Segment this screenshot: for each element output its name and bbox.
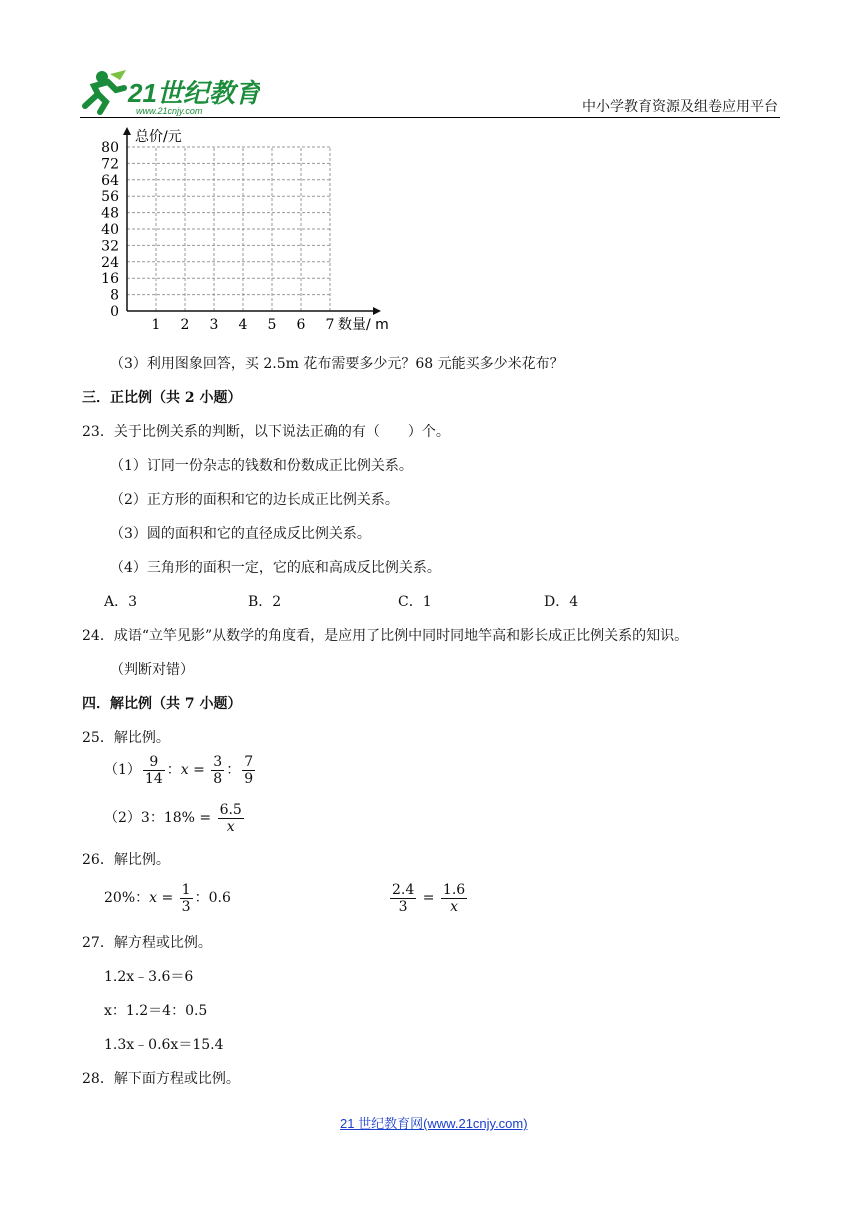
x-tick-label: 2 xyxy=(180,317,190,333)
fraction: $\frac{9}{14}$ xyxy=(144,753,163,787)
y-tick-label: 24 xyxy=(101,254,119,271)
q28-stem: 28．解下面方程或比例。 xyxy=(82,1071,240,1087)
fraction: $\frac{3}{8}$ xyxy=(213,753,223,787)
y-tick-label: 40 xyxy=(101,222,119,238)
y-tick-label: 64 xyxy=(101,172,119,189)
y-tick-label: 8 xyxy=(110,287,119,304)
q23-option-b[interactable]: B．2 xyxy=(248,594,282,610)
fraction: $\frac{1.6}{x}$ xyxy=(442,881,466,915)
q23-option-a[interactable]: A．3 xyxy=(104,594,138,610)
site-logo xyxy=(80,68,260,122)
section-3-heading: 三．正比例（共 2 小题） xyxy=(82,390,242,406)
fraction: $\frac{1}{3}$ xyxy=(181,881,191,915)
x-tick-label: 5 xyxy=(267,317,277,333)
y-tick-labels xyxy=(101,140,119,320)
y-tick-label: 16 xyxy=(101,271,119,288)
q24-tail: （判断对错） xyxy=(110,662,194,678)
y-tick-label: 72 xyxy=(101,156,119,173)
q25-stem: 25．解比例。 xyxy=(82,730,170,746)
q27-eq-3: 1.3x﹣0.6x＝15.4 xyxy=(104,1037,224,1053)
q25-p1-label: （1） xyxy=(104,762,141,778)
footer-link[interactable]: 21 世纪教育网(www.21cnjy.com) xyxy=(340,1116,528,1131)
q24-stem: 24．成语“立竿见影”从数学的角度看，是应用了比例中同时同地竿高和影长成正比例关系的知识。 xyxy=(82,628,689,644)
q26-stem: 26．解比例。 xyxy=(82,852,170,868)
section-4-heading: 四．解比例（共 7 小题） xyxy=(82,696,242,712)
price-quantity-chart xyxy=(95,125,405,337)
q26-b: $\frac{2.4}{3}$ = $\frac{1.6}{x}$ xyxy=(392,881,466,915)
y-tick-label: 0 xyxy=(110,304,119,320)
q25-part2: （2）3：18% = $\frac{6.5}{x}$ xyxy=(104,801,242,835)
runner-logo-icon xyxy=(80,68,260,118)
q27-stem: 27．解方程或比例。 xyxy=(82,935,212,951)
y-tick-label: 80 xyxy=(101,140,119,156)
q23-option-c[interactable]: C．1 xyxy=(398,594,432,610)
x-tick-labels xyxy=(152,317,335,333)
y-axis-label: 总价/元 xyxy=(135,129,182,145)
fraction: $\frac{7}{9}$ xyxy=(244,753,254,787)
y-tick-label: 32 xyxy=(101,238,119,255)
header-platform-text: 中小学教育资源及组卷应用平台 xyxy=(582,99,778,115)
q27-eq-2: x：1.2＝4：0.5 xyxy=(104,1003,208,1019)
q23-stem: 23．关于比例关系的判断，以下说法正确的有（ ）个。 xyxy=(82,424,450,440)
x-tick-label: 7 xyxy=(325,317,335,333)
x-tick-label: 4 xyxy=(238,317,248,333)
logo-url: www.21cnjy.com xyxy=(136,106,203,116)
logo-text: 21世纪教育 xyxy=(128,78,260,108)
q23-option-d[interactable]: D．4 xyxy=(544,594,579,610)
y-tick-label: 48 xyxy=(101,205,119,222)
q23-item-3: （3）圆的面积和它的直径成反比例关系。 xyxy=(110,526,371,542)
x-tick-label: 6 xyxy=(296,317,306,333)
x-axis-label: 数量/ m xyxy=(338,317,389,333)
fraction: $\frac{6.5}{x}$ xyxy=(219,801,242,835)
q23-item-4: （4）三角形的面积一定，它的底和高成反比例关系。 xyxy=(110,560,441,576)
y-axis-arrow xyxy=(123,127,131,135)
q25-part1: （1） $\frac{9}{14}$ ：x = $\frac{3}{8}$ ： $\frac{7}{9}$ xyxy=(104,753,254,787)
x-tick-label: 3 xyxy=(209,317,219,333)
q27-eq-1: 1.2x﹣3.6＝6 xyxy=(104,969,194,985)
q23-item-2: （2）正方形的面积和它的边长成正比例关系。 xyxy=(110,492,399,508)
x-tick-label: 1 xyxy=(151,317,161,333)
q26-a: 20%：x = $\frac{1}{3}$ ：0.6 xyxy=(104,881,231,915)
x-axis-arrow xyxy=(373,307,381,315)
fraction: $\frac{2.4}{3}$ xyxy=(392,881,415,915)
header-divider xyxy=(80,117,780,118)
chart-grid xyxy=(127,147,330,311)
q22-part3: （3）利用图象回答，买 2.5m 花布需要多少元？68 元能买多少米花布？ xyxy=(110,356,564,372)
y-tick-label: 56 xyxy=(101,189,119,206)
q23-item-1: （1）订同一份杂志的钱数和份数成正比例关系。 xyxy=(110,458,413,474)
